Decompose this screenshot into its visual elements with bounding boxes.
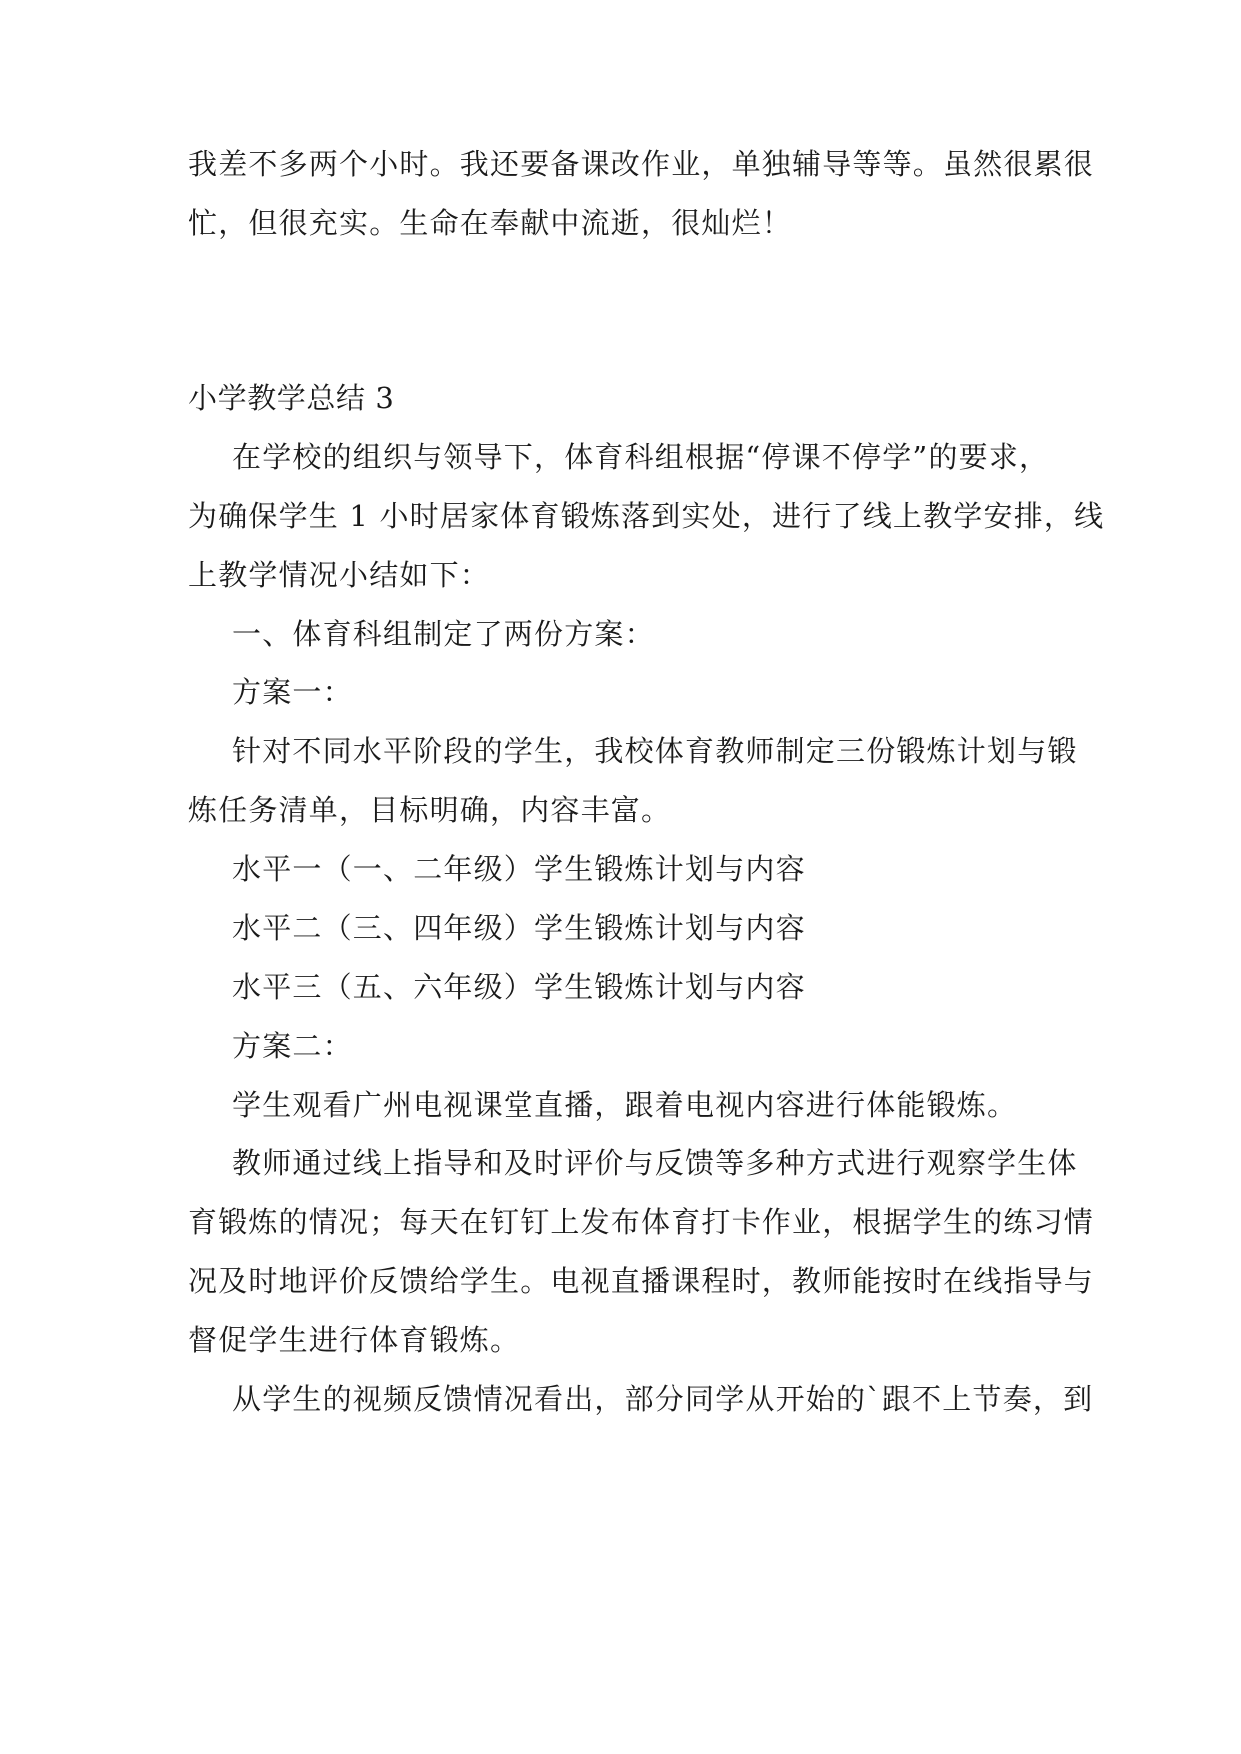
- paragraph-line: 上教学情况小结如下：: [188, 558, 491, 592]
- paragraph-line: 针对不同水平阶段的学生，我校体育教师制定三份锻炼计划与锻: [232, 734, 1078, 768]
- text-line: 忙，但很充实。生命在奉献中流逝，很灿烂！: [188, 206, 793, 240]
- paragraph-line: 从学生的视频反馈情况看出，部分同学从开始的`跟不上节奏，到: [232, 1382, 1094, 1416]
- paragraph-line: 学生观看广州电视课堂直播，跟着电视内容进行体能锻炼。: [232, 1088, 1018, 1122]
- paragraph-line: 督促学生进行体育锻炼。: [188, 1323, 521, 1357]
- paragraph-line: 水平二（三、四年级）学生锻炼计划与内容: [232, 911, 806, 945]
- paragraph-line: 况及时地评价反馈给学生。电视直播课程时，教师能按时在线指导与: [188, 1264, 1095, 1298]
- paragraph-line: 在学校的组织与领导下，体育科组根据“停课不停学”的要求，: [232, 440, 1050, 474]
- section-title: 小学教学总结 3: [188, 381, 395, 415]
- paragraph-line: 方案二：: [232, 1029, 353, 1063]
- paragraph-line: 方案一：: [232, 675, 353, 709]
- text-line: 我差不多两个小时。我还要备课改作业，单独辅导等等。虽然很累很: [188, 147, 1095, 181]
- paragraph-line: 教师通过线上指导和及时评价与反馈等多种方式进行观察学生体: [232, 1146, 1078, 1180]
- paragraph-line: 水平一（一、二年级）学生锻炼计划与内容: [232, 852, 806, 886]
- paragraph-line: 炼任务清单，目标明确，内容丰富。: [188, 793, 672, 827]
- paragraph-line: 育锻炼的情况；每天在钉钉上发布体育打卡作业，根据学生的练习情: [188, 1205, 1095, 1239]
- paragraph-line: 水平三（五、六年级）学生锻炼计划与内容: [232, 970, 806, 1004]
- paragraph-line: 一、体育科组制定了两份方案：: [232, 617, 655, 651]
- paragraph-line: 为确保学生 1 小时居家体育锻炼落到实处，进行了线上教学安排，线: [188, 499, 1105, 533]
